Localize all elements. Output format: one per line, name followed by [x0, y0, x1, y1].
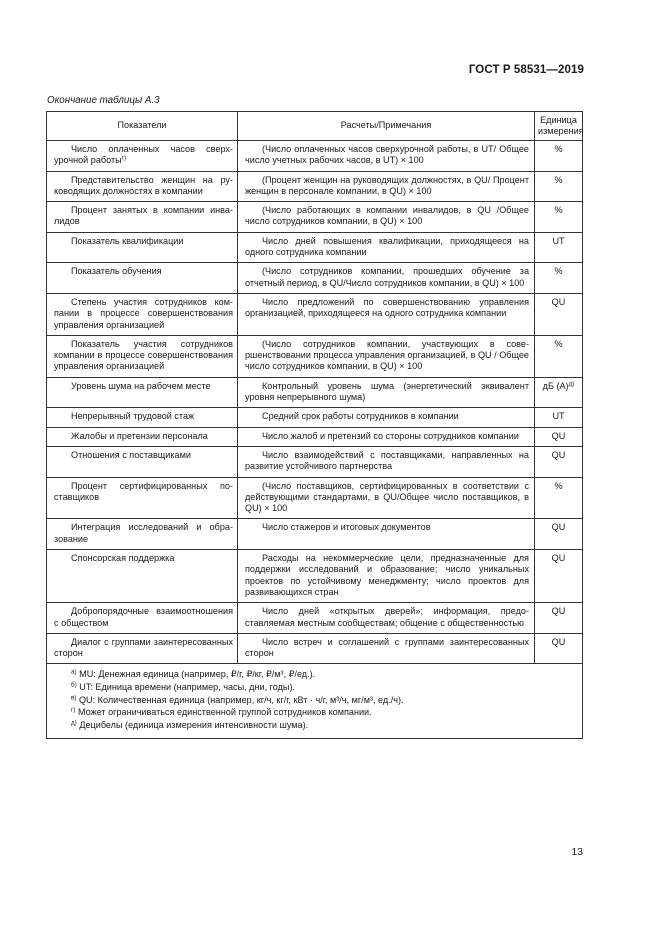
calculation-cell	[238, 232, 535, 263]
footnote-mark: д)	[71, 719, 77, 727]
table-row	[47, 408, 583, 427]
footnote	[54, 668, 577, 681]
column-header-unit: Единица измерения	[535, 112, 583, 141]
calculation-cell	[238, 603, 535, 634]
unit-text: %	[554, 144, 563, 154]
unit-text: UT	[552, 235, 565, 246]
table-row	[47, 477, 583, 519]
unit-cell	[535, 477, 583, 519]
unit-text: дБ (А)	[542, 380, 569, 391]
indicators-table	[46, 111, 583, 739]
table-row	[47, 335, 583, 377]
indicator-text: Показатель квалификации	[71, 235, 184, 246]
unit-cell	[535, 171, 583, 202]
indicator-cell	[47, 519, 238, 550]
indicator-cell	[47, 633, 238, 664]
indicator-cell	[47, 427, 238, 446]
calculation-cell	[238, 171, 535, 202]
footnote-text: MU: Денежная единица (например, ₽/г, ₽/кг, ₽/м³, ₽/ед.).	[79, 669, 316, 680]
indicator-cell	[47, 377, 238, 408]
calculation-text: Число встреч и соглашений с группами заинтересованных сторон	[245, 636, 529, 659]
indicator-cell	[47, 408, 238, 427]
calculation-cell	[238, 141, 535, 172]
unit-text: QU	[551, 553, 566, 564]
indicator-cell	[47, 141, 238, 172]
indicator-text: Представительство женщин на руководящих должностях в компании	[54, 174, 233, 196]
unit-cell	[535, 603, 583, 634]
unit-cell	[535, 293, 583, 335]
footnote-text: QU: Количественная единица (например, кг/ч, кг/г, кВт · ч/г, м³/ч, мг/м³, ед./ч).	[78, 694, 404, 705]
unit-cell	[535, 408, 583, 427]
footnote-mark: б)	[71, 681, 77, 689]
indicator-cell	[47, 202, 238, 233]
table-row	[47, 633, 583, 664]
indicator-cell	[47, 263, 238, 294]
unit-cell	[535, 446, 583, 477]
indicator-cell	[47, 603, 238, 634]
unit-text: QU	[551, 449, 566, 460]
table-row	[47, 141, 583, 172]
unit-cell	[535, 335, 583, 377]
footnote	[54, 681, 577, 694]
indicator-text: Непрерывный трудовой стаж	[71, 411, 195, 422]
unit-cell	[535, 232, 583, 263]
calculation-cell	[238, 446, 535, 477]
indicator-text: Показатель обучения	[71, 266, 162, 277]
calculation-text: Число дней повышения квалификации, приходящееся на одного сотрудника компании	[245, 235, 529, 258]
unit-cell	[535, 202, 583, 233]
unit-text: %	[554, 266, 563, 277]
indicator-text: Показатель участия сотрудников компании в процессе совершенствования управления организацией	[54, 338, 233, 372]
footnote	[54, 706, 577, 719]
footnote-text: UT: Единица времени (например, часы, дни, годы).	[79, 681, 295, 692]
unit-cell	[535, 550, 583, 603]
unit-text: %	[554, 480, 563, 491]
table-row	[47, 427, 583, 446]
footnote-mark: д)	[568, 380, 575, 388]
calculation-text: Расходы на некоммерческие цели, предназначенные для поддержки исследований и образование; число уникальных проектов по устойчивому менеджменту; число проектов для развивающихся стран	[245, 553, 529, 597]
table-row	[47, 232, 583, 263]
calculation-text: Число дней «открытых дверей»; информация, предоставляемая местным сообществам; общение с общественностью	[245, 606, 529, 628]
table-caption: Окончание таблицы А.3	[47, 95, 160, 106]
unit-cell	[535, 141, 583, 172]
unit-text: %	[554, 205, 563, 216]
indicator-text: Добропорядочные взаимоотношения с обществом	[54, 606, 233, 628]
calculation-text: (Число сотрудников компании, прошедших обучение за отчетный период, в QU/Число сотрудников компании, в QU) × 100	[245, 266, 529, 288]
calculation-text: Контрольный уровень шума (энергетический эквивалент уровня непрерывного шума)	[245, 380, 529, 403]
calculation-text: Число предложений по совершенствованию управления организацией, приходящееся на одного сотрудника компании	[245, 296, 529, 319]
unit-text: %	[554, 338, 563, 349]
calculation-cell	[238, 263, 535, 294]
table-row	[47, 171, 583, 202]
unit-text: UT	[552, 411, 565, 422]
unit-text: QU	[551, 296, 566, 307]
calculation-cell	[238, 377, 535, 408]
footnote	[54, 719, 577, 732]
calculation-text: Число взаимодействий с поставщиками, направленных на развитие устойчивого партнерства	[245, 449, 529, 472]
indicator-text: Уровень шума на рабочем месте	[71, 380, 211, 391]
standard-designation: ГОСТ Р 58531—2019	[468, 64, 584, 76]
footnote-text: Децибелы (единица измерения интенсивности шума).	[79, 719, 309, 730]
unit-text: QU	[551, 636, 566, 647]
indicator-text: Спонсорская поддержка	[71, 553, 175, 564]
indicator-text: Жалобы и претензии персонала	[71, 430, 208, 441]
calculation-cell	[238, 550, 535, 603]
table-row	[47, 263, 583, 294]
indicator-cell	[47, 232, 238, 263]
calculation-text: (Число поставщиков, сертифицированных в соответствии с действующими стандартами, в QU/Общее число поставщиков, в QU) × 100	[245, 480, 529, 514]
indicator-text: Процент сертифицированных поставщиков	[54, 480, 233, 502]
indicator-cell	[47, 293, 238, 335]
indicator-cell	[47, 550, 238, 603]
calculation-text: (Число работающих в компании инвалидов, в QU /Общее число сотрудников компании, в QU) × 100	[245, 205, 529, 227]
unit-cell	[535, 263, 583, 294]
calculation-text: Средний срок работы сотрудников в компании	[262, 411, 459, 422]
indicator-text: Степень участия сотрудников компании в процессе совершенствования управления организацией	[54, 296, 233, 330]
unit-text: QU	[551, 430, 566, 441]
table-header-row	[47, 112, 583, 141]
table-notes	[47, 664, 583, 739]
table-row	[47, 202, 583, 233]
calculation-cell	[238, 477, 535, 519]
footnote-mark: г)	[71, 706, 76, 714]
indicator-text: Число оплаченных часов сверхурочной работы	[54, 144, 233, 166]
indicator-text: Отношения с поставщиками	[71, 449, 191, 460]
indicator-text: Интеграция исследований и образование	[54, 522, 233, 544]
calculation-text: (Число сотрудников компании, участвующих в совершенствовании процесса управления организацией, в QU / Общее число сотрудников компании, в QU) × 100	[245, 338, 529, 372]
unit-cell	[535, 427, 583, 446]
footnote	[54, 694, 577, 707]
footnote-mark: в)	[71, 694, 77, 702]
footnote-text: Может ограничиваться единственной группой сотрудников компании.	[77, 707, 372, 718]
calculation-text: (Процент женщин на руководящих должностях, в QU/ Процент женщин в персонале компании, в QU) × 100	[245, 174, 529, 196]
calculation-cell	[238, 202, 535, 233]
calculation-text: Число стажеров и итоговых документов	[262, 522, 431, 533]
notes-row	[47, 664, 583, 739]
calculation-cell	[238, 519, 535, 550]
column-header-indicators: Показатели	[47, 112, 238, 141]
page-number: 13	[571, 846, 583, 858]
table-row	[47, 603, 583, 634]
column-header-calculations: Расчеты/Примечания	[238, 112, 535, 141]
calculation-cell	[238, 633, 535, 664]
indicator-text: Диалог с группами заинтересованных сторон	[54, 636, 233, 659]
calculation-text: (Число оплаченных часов сверхурочной работы, в UT/ Общее число учетных рабочих часов, в UT) × 100	[245, 144, 529, 166]
footnote-mark: г)	[121, 154, 127, 162]
table-row	[47, 519, 583, 550]
unit-text: %	[554, 174, 563, 185]
calculation-cell	[238, 335, 535, 377]
indicator-cell	[47, 171, 238, 202]
calculation-cell	[238, 293, 535, 335]
unit-cell	[535, 633, 583, 664]
calculation-cell	[238, 408, 535, 427]
table-row	[47, 446, 583, 477]
footnote-mark: а)	[71, 669, 77, 676]
table-row	[47, 293, 583, 335]
unit-text: QU	[551, 522, 566, 533]
indicator-cell	[47, 446, 238, 477]
indicator-text: Процент занятых в компании инвалидов	[54, 205, 233, 227]
indicator-cell	[47, 335, 238, 377]
unit-cell	[535, 377, 583, 408]
indicator-cell	[47, 477, 238, 519]
calculation-cell	[238, 427, 535, 446]
table-row	[47, 377, 583, 408]
unit-text: QU	[551, 606, 566, 617]
calculation-text: Число жалоб и претензий со стороны сотрудников компании	[262, 430, 519, 441]
table-row	[47, 550, 583, 603]
unit-cell	[535, 519, 583, 550]
